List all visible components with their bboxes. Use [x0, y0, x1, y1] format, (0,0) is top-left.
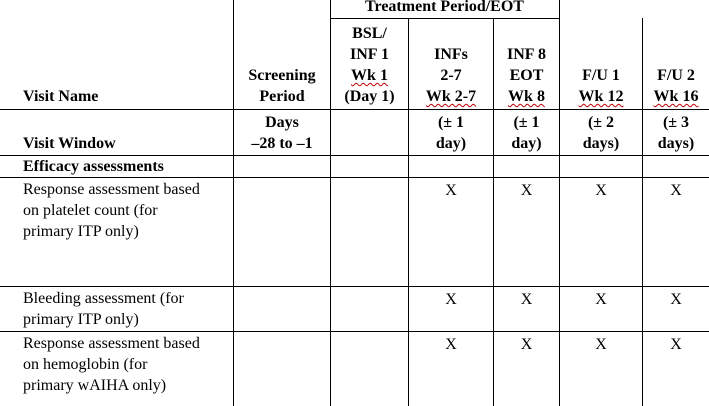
row-mark: X: [595, 182, 607, 199]
infs-header: [409, 44, 493, 107]
row-mark: X: [595, 291, 607, 308]
bsl-line: (Day 1): [344, 88, 395, 105]
section-efficacy-assessments: Efficacy assessments: [23, 158, 164, 175]
row-mark: X: [670, 336, 682, 353]
bsl-line: BSL/: [352, 25, 387, 42]
inf8-line: Wk 8: [508, 88, 545, 105]
row-divider: [330, 18, 559, 19]
row-mark: X: [595, 336, 607, 353]
row-mark: X: [445, 182, 457, 199]
bsl-line: Wk 1: [351, 67, 388, 84]
screening-window: [234, 112, 330, 154]
bsl-line: INF 1: [350, 46, 389, 63]
row-mark: X: [445, 291, 457, 308]
infs-window-line: day): [435, 135, 467, 152]
screening-period-header: [234, 65, 330, 107]
row-label: [23, 333, 231, 396]
infs-line: INFs: [434, 46, 468, 63]
screening-line: Screening: [248, 67, 316, 84]
row-label-line: primary wAIHA only): [23, 377, 167, 394]
inf8-header: [494, 44, 559, 107]
infs-line: Wk 2-7: [425, 88, 477, 105]
fu1-window-line: days): [582, 135, 620, 152]
row-mark: X: [520, 291, 533, 308]
fu2-line: Wk 16: [653, 88, 699, 105]
fu1-line: F/U 1: [582, 67, 620, 84]
row-label: [23, 288, 231, 330]
fu1-line: Wk 12: [578, 88, 624, 105]
fu1-window: [560, 112, 642, 154]
row-divider: [0, 177, 709, 178]
inf8-line: EOT: [509, 67, 544, 84]
row-label: [23, 179, 231, 242]
row-divider: [0, 109, 709, 110]
row-label-line: Bleeding assessment (for: [23, 290, 184, 307]
fu1-window-line: (± 2: [587, 114, 615, 131]
inf8-window: [494, 112, 559, 154]
row-label-line: Response assessment based: [23, 181, 200, 198]
row-mark: X: [670, 291, 682, 308]
row-label-line: primary ITP only): [23, 223, 139, 240]
fu2-window-line: (± 3: [662, 114, 690, 131]
fu2-line: F/U 2: [657, 67, 695, 84]
visit-window-header: Visit Window: [23, 135, 116, 152]
row-divider: [0, 331, 709, 332]
infs-window-line: (± 1: [437, 114, 465, 131]
row-label-line: on platelet count (for: [23, 202, 158, 219]
infs-line: 2-7: [440, 67, 462, 84]
row-mark: X: [670, 182, 682, 199]
row-label-line: Response assessment based: [23, 335, 200, 352]
row-label-line: primary ITP only): [23, 311, 139, 328]
screening-window-line: Days: [265, 114, 299, 131]
inf8-window-line: day): [511, 135, 542, 152]
col-divider: [233, 0, 234, 406]
bsl-header: [331, 23, 408, 107]
row-mark: X: [445, 336, 457, 353]
row-label-line: on hemoglobin (for: [23, 356, 148, 373]
row-mark: X: [520, 336, 533, 353]
screening-line: Period: [259, 88, 305, 105]
infs-window: [409, 112, 493, 154]
inf8-window-line: (± 1: [513, 114, 540, 131]
fu2-window-line: days): [657, 135, 695, 152]
visit-name-header: Visit Name: [23, 88, 99, 105]
row-divider: [0, 286, 709, 287]
treatment-period-header: Treatment Period/EOT: [365, 0, 524, 15]
fu2-window: [643, 112, 709, 154]
screening-window-line: –28 to –1: [251, 135, 313, 152]
fu1-header: [560, 65, 642, 107]
inf8-line: INF 8: [507, 46, 546, 63]
row-mark: X: [520, 182, 533, 199]
fu2-header: [643, 65, 709, 107]
